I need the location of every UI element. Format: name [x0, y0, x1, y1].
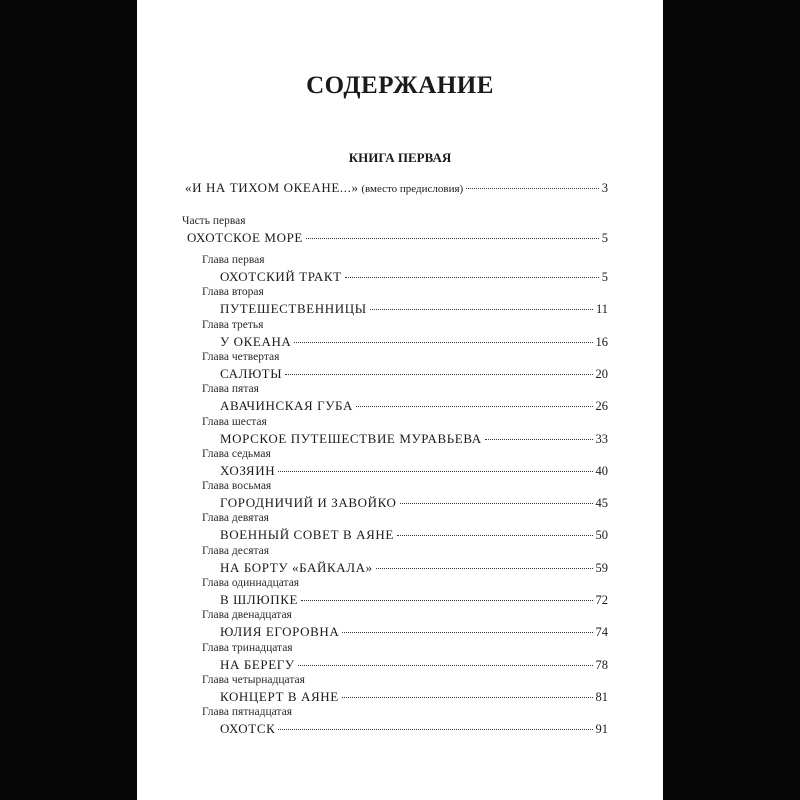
chapter-title: ХОЗЯИН: [220, 462, 276, 478]
dot-leader: [370, 309, 593, 310]
preface-title: [185, 180, 463, 196]
chapter-caption: Глава шестая: [202, 415, 267, 428]
chapter-caption: Глава девятая: [202, 512, 269, 525]
toc-entry-chapter[interactable]: [220, 560, 608, 576]
chapter-title: В ШЛЮПКЕ: [220, 592, 299, 607]
page-number: 78: [595, 657, 608, 672]
page-number: 81: [595, 689, 608, 704]
chapter-title: КОНЦЕРТ В АЯНЕ: [220, 688, 339, 704]
part-caption: Часть первая: [182, 215, 246, 227]
dot-leader: [376, 568, 593, 569]
page-number: 50: [595, 528, 608, 543]
chapter-caption: Глава третья: [202, 318, 264, 331]
toc-entry-chapter[interactable]: [220, 624, 608, 640]
page-number: 3: [601, 181, 608, 195]
chapter-caption: Глава четырнадцатая: [202, 673, 305, 686]
left-dark-border: [0, 0, 137, 800]
dot-leader: [278, 729, 592, 730]
toc-entry-chapter[interactable]: [220, 721, 608, 737]
dot-leader: [466, 188, 599, 189]
toc-entry-chapter[interactable]: [220, 527, 608, 543]
page-number: 72: [595, 593, 608, 607]
chapter-caption: Глава тринадцатая: [202, 641, 293, 654]
dot-leader: [294, 342, 592, 343]
toc-entry-preface[interactable]: [185, 180, 608, 196]
preface-caps: «И НА ТИХОМ ОКЕАНЕ...»: [185, 180, 359, 195]
page-number: 74: [595, 625, 608, 640]
chapter-caption: Глава десятая: [202, 544, 270, 557]
dot-leader: [285, 374, 592, 375]
page-number: 33: [595, 431, 608, 446]
chapter-title: НА БОРТУ «БАЙКАЛА»: [220, 559, 373, 575]
dot-leader: [342, 632, 592, 633]
chapter-title: САЛЮТЫ: [220, 365, 283, 381]
chapter-title: ОХОТСК: [220, 721, 276, 737]
toc-entry-chapter[interactable]: [220, 689, 608, 705]
chapter-caption: Глава седьмая: [202, 447, 271, 460]
page-number: 5: [601, 231, 608, 245]
toc-entry-chapter[interactable]: [220, 431, 608, 447]
toc-entry-part[interactable]: [187, 230, 608, 246]
page-number: 26: [595, 399, 608, 414]
page-number: 40: [595, 463, 608, 478]
chapter-title: НА БЕРЕГУ: [220, 656, 295, 672]
toc-entry-chapter[interactable]: [220, 366, 608, 382]
toc-entry-chapter[interactable]: [220, 657, 608, 673]
dot-leader: [342, 697, 593, 698]
dot-leader: [306, 238, 599, 239]
chapter-caption: Глава вторая: [202, 286, 264, 299]
page-number: 45: [595, 496, 608, 511]
page-number: 5: [601, 270, 608, 284]
chapter-title: У ОКЕАНА: [220, 333, 292, 349]
contents-sheet: [137, 0, 663, 800]
right-dark-border: [663, 0, 800, 800]
dot-leader: [301, 600, 592, 601]
chapter-caption: Глава двенадцатая: [202, 609, 292, 622]
dot-leader: [356, 406, 593, 407]
toc-entry-chapter[interactable]: [220, 301, 608, 317]
chapter-caption: Глава четвертая: [202, 350, 280, 363]
toc-entry-chapter[interactable]: [220, 334, 608, 350]
page-number: 16: [595, 334, 608, 349]
dot-leader: [278, 471, 592, 472]
chapter-caption: Глава первая: [202, 254, 265, 266]
chapter-caption: Глава восьмая: [202, 480, 272, 493]
chapter-title: ПУТЕШЕСТВЕННИЦЫ: [220, 301, 367, 317]
toc-entry-chapter[interactable]: [220, 495, 608, 511]
page-number: 59: [595, 560, 608, 575]
dot-leader: [298, 665, 593, 666]
chapter-title: АВАЧИНСКАЯ ГУБА: [220, 398, 353, 414]
chapter-caption: Глава пятнадцатая: [202, 706, 292, 719]
chapter-caption: Глава пятая: [202, 383, 259, 396]
toc-entry-chapter[interactable]: [220, 592, 608, 608]
page-number: 11: [595, 302, 608, 317]
toc-entry-chapter[interactable]: [220, 463, 608, 479]
part-title: ОХОТСКОЕ МОРЕ: [187, 230, 303, 245]
chapter-title: МОРСКОЕ ПУТЕШЕСТВИЕ МУРАВЬЕВА: [220, 430, 482, 446]
dot-leader: [345, 277, 599, 278]
chapter-title: ВОЕННЫЙ СОВЕТ В АЯНЕ: [220, 527, 394, 543]
book-heading: КНИГА ПЕРВАЯ: [348, 150, 452, 165]
dot-leader: [400, 503, 593, 504]
chapter-title: ЮЛИЯ ЕГОРОВНА: [220, 624, 340, 640]
page-title: СОДЕРЖАНИЕ: [306, 72, 494, 99]
chapter-title: ГОРОДНИЧИЙ И ЗАВОЙКО: [220, 495, 397, 511]
page-number: 20: [595, 366, 608, 381]
page-number: 91: [595, 722, 608, 737]
toc-entry-chapter[interactable]: [220, 398, 608, 414]
toc-entry-chapter[interactable]: [220, 269, 608, 285]
chapter-caption: Глава одиннадцатая: [202, 577, 300, 589]
chapter-title: ОХОТСКИЙ ТРАКТ: [220, 269, 342, 284]
dot-leader: [397, 535, 593, 536]
dot-leader: [485, 439, 593, 440]
preface-note: (вместо предисловия): [358, 183, 464, 195]
